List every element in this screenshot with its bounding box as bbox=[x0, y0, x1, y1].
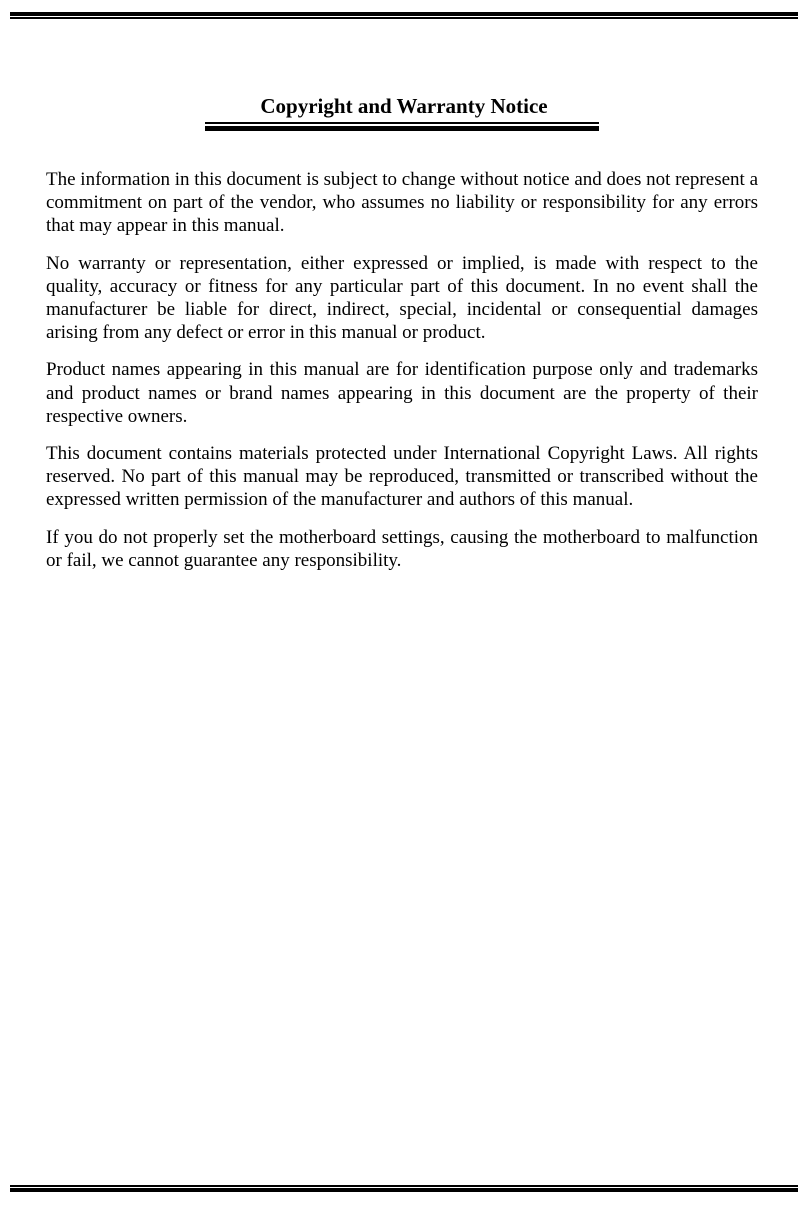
paragraph-copyright: This document contains materials protected under International Copyright Laws. All rights reserved. No part of this manual may be reproduced, transmitted or transcribed without the expressed written permission of the manufacturer and authors of this manual. bbox=[46, 443, 758, 511]
paragraph-trademarks: Product names appearing in this manual are for identification purpose only and trademarks and product names or brand names appearing in this document are the property of their respective owners. bbox=[46, 359, 758, 427]
title-underline bbox=[205, 122, 599, 132]
top-border-thin-line bbox=[10, 17, 798, 19]
paragraph-change-notice: The information in this document is subject to change without notice and does not represent a commitment on part of the vendor, who assumes no liability or responsibility for any errors that may appear in this manual. bbox=[46, 169, 758, 237]
title-underline-thin bbox=[205, 122, 599, 124]
bottom-page-border bbox=[10, 1185, 798, 1192]
title-container bbox=[0, 93, 808, 119]
paragraph-motherboard-settings: If you do not properly set the motherboard settings, causing the motherboard to malfunction or fail, we cannot guarantee any responsibility. bbox=[46, 526, 758, 571]
top-page-border bbox=[10, 12, 798, 19]
bottom-border-thin-line bbox=[10, 1185, 798, 1187]
top-border-thick-line bbox=[10, 12, 798, 16]
notice-body bbox=[46, 168, 758, 586]
page-title: Copyright and Warranty Notice bbox=[260, 94, 548, 118]
title-underline-thick bbox=[205, 126, 599, 131]
bottom-border-thick-line bbox=[10, 1188, 798, 1192]
paragraph-no-warranty: No warranty or representation, either expressed or implied, is made with respect to the quality, accuracy or fitness for any particular part of this document. In no event shall the manufacturer be liable for direct, indirect, special, incidental or consequential damages arising from any defect or error in this manual or product. bbox=[46, 252, 758, 344]
